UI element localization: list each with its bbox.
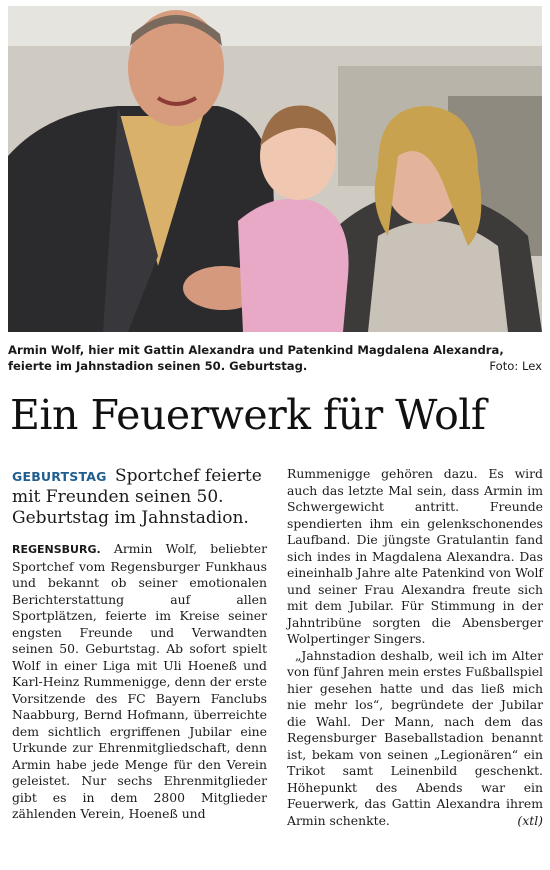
photo-caption — [8, 342, 542, 374]
article-column-right — [287, 466, 543, 829]
headline: Ein Feuerwerk für Wolf — [10, 391, 486, 439]
photo-credit: Foto: Lex — [489, 359, 542, 373]
article-paragraph — [12, 541, 267, 823]
article-photo — [8, 6, 542, 332]
right-para2: „Jahnstadion deshalb, weil ich im Alter von fünf Jahren mein erstes Fußballspiel hier gesehen hatte und das ließ mich nie mehr los“, begründete der Jubilar die Wahl. Der Mann, nach dem das Regensburger Baseballstadion benannt ist, bekam von seinen „Legionären“ ein Trikot samt Leinenbild geschenkt. Höhepunkt des Abends war ein Feuerwerk, das Gattin Alexandra ihrem Armin schenkte. — [287, 647, 543, 828]
article-paragraph — [287, 648, 543, 830]
teaser-text: Sportchef feierte mit Freunden seinen 50. Geburtstag im Jahnstadion. — [12, 466, 262, 528]
caption-text: Armin Wolf, hier mit Gattin Alexandra und Patenkind Magdalena Alexandra, feierte im Jahnstadion seinen 50. Geburtstag. — [8, 343, 504, 373]
topic-label: GEBURTSTAG — [12, 469, 107, 484]
author-signature: (xtl) — [517, 812, 543, 828]
article-paragraph — [287, 466, 543, 648]
right-para1: Rummenigge gehören dazu. Es wird auch das letzte Mal sein, dass Armin im Schwergewicht antritt. Freunde spendierten ihm ein gelenkschonendes Laufband. Die jüngste Gratulantin fand sich indes in Magdalena Alexandra. Das eineinhalb Jahre alte Patenkind von Wolf und seiner Frau Alexandra freute sich mit dem Jubilar. Für Stimmung in der Jahntribüne sorgten die Abensberger Wolpertinger Singers. — [287, 466, 543, 646]
left-text: Armin Wolf, beliebter Sportchef vom Regensburger Funkhaus und bekannt ob seiner emotionalen Berichterstattung auf allen Sportplätzen, feierte im Kreise seiner engsten Freunde und Verwandten seinen 50. Geburtstag. Ab sofort spielt Wolf in einer Liga mit Uli Hoeneß und Karl-Heinz Rummenigge, denn der erste Vorsitzende des FC Bayern Fanclubs Naabburg, Bernd Hofmann, überreichte dem sichtlich ergriffenen Jubilar eine Urkunde zur Ehrenmitgliedschaft, denn Armin habe jede Menge für den Verein geleistet. Nur sechs Ehrenmitglieder gibt es in dem 2800 Mitglieder zählenden Verein, Hoeneß und — [12, 541, 267, 821]
article-column-left — [12, 466, 267, 823]
teaser — [12, 466, 267, 529]
dateline: REGENSBURG. — [12, 543, 101, 556]
photo-illustration — [8, 6, 542, 332]
